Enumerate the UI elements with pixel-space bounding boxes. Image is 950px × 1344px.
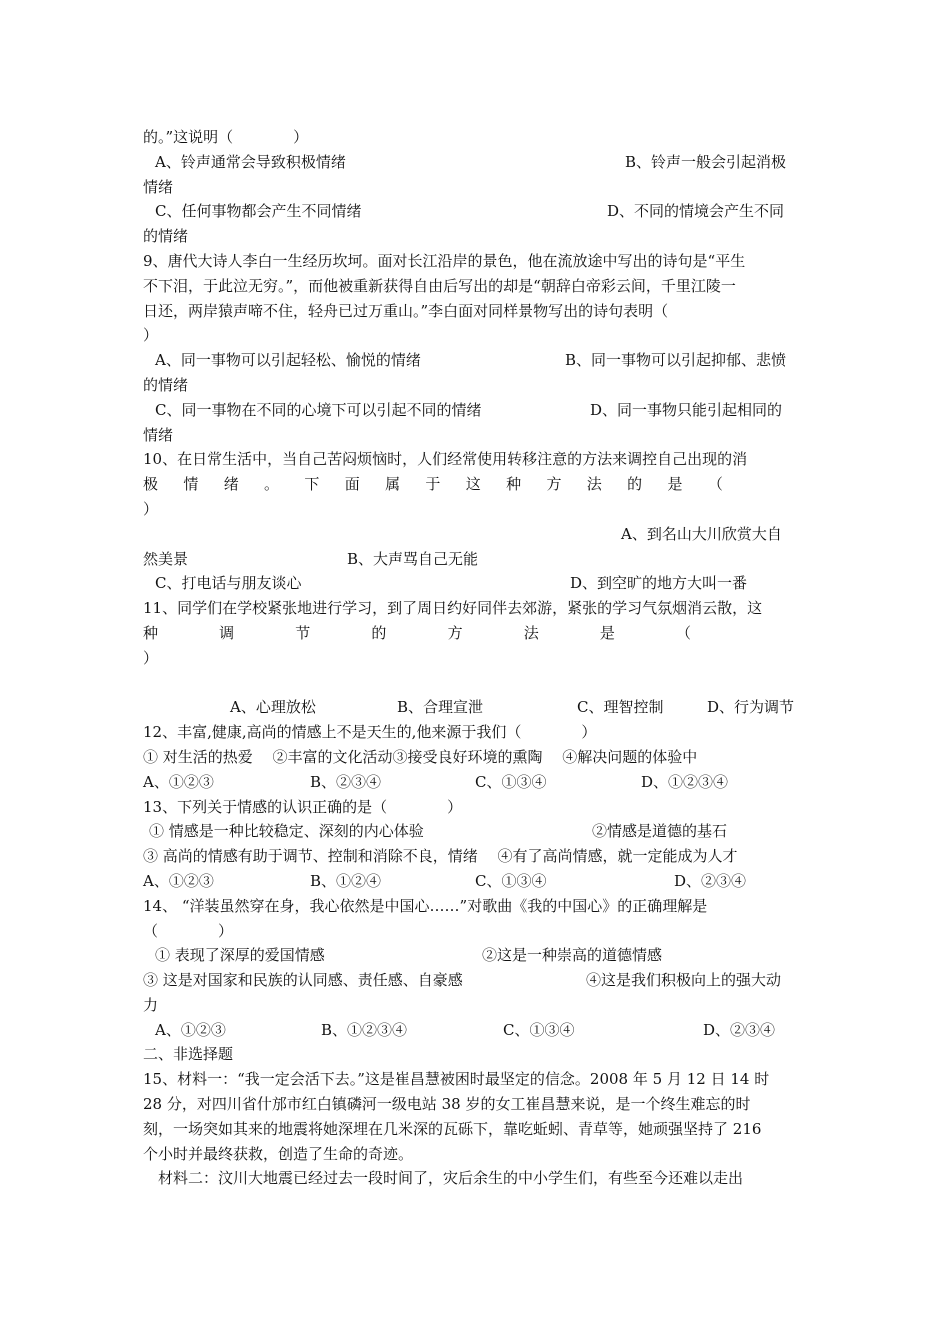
q15-material bbox=[143, 1067, 803, 1092]
q11-option-d: D、行为调节 bbox=[707, 698, 795, 717]
text: ②这是一种崇高的道德情感 bbox=[482, 946, 663, 965]
char: 下 bbox=[304, 475, 320, 494]
text: ③ 高尚的情感有助于调节、控制和消除不良，情绪 ④有了高尚情感，就一定能成为人才 bbox=[143, 847, 738, 866]
text: 15、材料一：“我一定会活下去。”这是崔昌慧被困时最坚定的信念。2008 年 5 月 12 日 14 时 bbox=[143, 1070, 770, 1089]
q15-material bbox=[143, 1142, 803, 1167]
q12-options bbox=[143, 770, 803, 795]
q13-option-d: D、②③④ bbox=[674, 871, 747, 890]
q14-options bbox=[143, 1018, 803, 1043]
text-line bbox=[143, 993, 803, 1018]
q10-option-a: A、到名山大川欣赏大自 bbox=[621, 524, 782, 543]
q12-option-a: A、①②③ bbox=[143, 772, 214, 791]
q15-material bbox=[143, 1092, 803, 1117]
q11-options bbox=[143, 695, 803, 720]
q9-option-b-cont: 的情绪 bbox=[143, 375, 189, 394]
text: 的。”这说明（ ） bbox=[143, 128, 309, 146]
q10-stem bbox=[143, 497, 803, 522]
text: ④这是我们积极向上的强大动 bbox=[586, 971, 782, 990]
text: 力 bbox=[143, 995, 159, 1014]
q8-option-d: D、不同的情境会产生不同 bbox=[607, 202, 785, 221]
q11-option-b: B、合理宣泄 bbox=[397, 698, 484, 717]
text: ②情感是道德的基石 bbox=[592, 822, 728, 841]
q11-stem bbox=[143, 646, 803, 671]
q12-option-c: C、①③④ bbox=[475, 772, 547, 791]
q11-option-a: A、心理放松 bbox=[230, 698, 316, 717]
q14-items bbox=[143, 943, 803, 968]
q14-option-a: A、①②③ bbox=[155, 1020, 226, 1039]
q9-option-d-cont: 情绪 bbox=[143, 425, 174, 444]
char: 种 bbox=[506, 475, 522, 494]
text: 13、下列关于情感的认识正确的是（ ） bbox=[143, 797, 463, 816]
q14-stem bbox=[143, 919, 803, 944]
text: 14、 “洋装虽然穿在身，我心依然是中国心……”对歌曲《我的中国心》的正确理解是 bbox=[143, 896, 708, 915]
q8-option-b-cont: 情绪 bbox=[143, 177, 174, 196]
char: 调 bbox=[219, 623, 235, 642]
char: 的 bbox=[371, 623, 387, 642]
q8-options-cd bbox=[143, 199, 803, 224]
char: 是 bbox=[667, 475, 683, 494]
q11-option-c: C、理智控制 bbox=[577, 698, 664, 717]
q8-options-ab bbox=[143, 150, 803, 175]
text: 12、丰富,健康,高尚的情感上不是天生的,他来源于我们（ ） bbox=[143, 723, 597, 742]
q9-stem bbox=[143, 249, 803, 274]
char: 种 bbox=[143, 623, 159, 642]
q12-items bbox=[143, 745, 803, 770]
q9-option-b: B、同一事物可以引起抑郁、悲愤 bbox=[565, 351, 787, 370]
q9-option-a: A、同一事物可以引起轻松、愉悦的情绪 bbox=[155, 351, 421, 370]
char: 这 bbox=[465, 475, 481, 494]
text: 日还，两岸猿声啼不住，轻舟已过万重山。”李白面对同样景物写出的诗句表明（ bbox=[143, 301, 669, 320]
text: 不下泪，于此泣无穷。”，而他被重新获得自由后写出的却是“朝辞白帝彩云间，千里江陵一 bbox=[143, 276, 736, 295]
q13-items bbox=[143, 819, 803, 844]
q9-stem bbox=[143, 299, 803, 324]
text: 刻，一场突如其来的地震将她深埋在几米深的瓦砾下，靠吃蚯蚓、青草等，她顽强坚持了 216 bbox=[143, 1119, 762, 1138]
document-page bbox=[143, 125, 803, 1191]
text: 28 分，对四川省什邡市红白镇磷河一级电站 38 岁的女工崔昌慧来说，是一个终生难忘的时 bbox=[143, 1095, 751, 1114]
text: 个小时并最终获救，创造了生命的奇迹。 bbox=[143, 1144, 414, 1163]
char: （ bbox=[675, 623, 691, 642]
text: ） bbox=[143, 326, 159, 345]
char: 法 bbox=[523, 623, 539, 642]
char: 绪 bbox=[223, 475, 239, 494]
q14-items bbox=[143, 968, 803, 993]
char: 。 bbox=[264, 475, 280, 494]
text: 10、在日常生活中，当自己苦闷烦恼时，人们经常使用转移注意的方法来调控自己出现的消 bbox=[143, 450, 748, 469]
text: ① 表现了深厚的爱国情感 bbox=[155, 946, 325, 965]
q10-options-cd bbox=[143, 571, 803, 596]
q8-option-a: A、铃声通常会导致积极情绪 bbox=[155, 152, 346, 171]
char: 于 bbox=[425, 475, 441, 494]
char: 方 bbox=[447, 623, 463, 642]
q10-option-c: C、打电话与朋友谈心 bbox=[155, 574, 302, 593]
q13-option-a: A、①②③ bbox=[143, 871, 214, 890]
text: ① 对生活的热爱 ②丰富的文化活动③接受良好环境的熏陶 ④解决问题的体验中 bbox=[143, 747, 698, 766]
char: 方 bbox=[546, 475, 562, 494]
q8-option-d-cont: 的情绪 bbox=[143, 227, 189, 246]
q9-stem bbox=[143, 274, 803, 299]
text: （ ） bbox=[143, 921, 234, 940]
char: 属 bbox=[385, 475, 401, 494]
q11-stem-justified bbox=[143, 621, 691, 646]
text: ① 情感是一种比较稳定、深刻的内心体验 bbox=[149, 822, 424, 841]
text: 11、同学们在学校紧张地进行学习，到了周日约好同伴去郊游，紧张的学习气氛烟消云散，这 bbox=[143, 599, 763, 618]
q10-option-a-line bbox=[143, 522, 803, 547]
text-line bbox=[143, 175, 803, 200]
q9-options-cd bbox=[143, 398, 803, 423]
q10-option-b: B、大声骂自己无能 bbox=[347, 549, 479, 568]
q10-option-a-cont: 然美景 bbox=[143, 549, 189, 568]
char: （ bbox=[707, 475, 723, 494]
q9-stem bbox=[143, 323, 803, 348]
text: 材料二：汶川大地震已经过去一段时间了，灾后余生的中小学生们，有些至今还难以走出 bbox=[143, 1169, 744, 1188]
q8-option-b: B、铃声一般会引起消极 bbox=[625, 152, 787, 171]
q13-items bbox=[143, 844, 803, 869]
text-line bbox=[143, 224, 803, 249]
text: ） bbox=[143, 499, 159, 518]
char: 极 bbox=[143, 475, 159, 494]
q15-material bbox=[143, 1166, 803, 1191]
q8-option-c: C、任何事物都会产生不同情绪 bbox=[155, 202, 362, 221]
text: 9、唐代大诗人李白一生经历坎坷。面对长江沿岸的景色，他在流放途中写出的诗句是“平生 bbox=[143, 251, 746, 270]
section-heading bbox=[143, 1042, 803, 1067]
q9-option-c: C、同一事物在不同的心境下可以引起不同的情绪 bbox=[155, 400, 482, 419]
char: 节 bbox=[295, 623, 311, 642]
q10-stem bbox=[143, 447, 803, 472]
text: 二、非选择题 bbox=[143, 1045, 234, 1064]
q13-option-b: B、①②④ bbox=[310, 871, 382, 890]
q15-material bbox=[143, 1117, 803, 1142]
q11-stem bbox=[143, 596, 803, 621]
char: 的 bbox=[627, 475, 643, 494]
text-line bbox=[143, 423, 803, 448]
q10-stem-justified bbox=[143, 472, 723, 497]
q9-options-ab bbox=[143, 348, 803, 373]
q12-option-b: B、②③④ bbox=[310, 772, 382, 791]
q12-stem bbox=[143, 720, 803, 745]
q14-option-d: D、②③④ bbox=[703, 1020, 776, 1039]
char: 法 bbox=[586, 475, 602, 494]
q14-option-c: C、①③④ bbox=[503, 1020, 575, 1039]
q13-stem bbox=[143, 795, 803, 820]
q14-stem bbox=[143, 894, 803, 919]
q9-option-d: D、同一事物只能引起相同的 bbox=[590, 400, 783, 419]
q13-options bbox=[143, 869, 803, 894]
char: 面 bbox=[344, 475, 360, 494]
q10-options-ab bbox=[143, 547, 803, 572]
text-line bbox=[143, 125, 803, 150]
blank-line bbox=[143, 671, 803, 696]
q12-option-d: D、①②③④ bbox=[641, 772, 729, 791]
text-line bbox=[143, 373, 803, 398]
q14-option-b: B、①②③④ bbox=[321, 1020, 408, 1039]
char: 情 bbox=[183, 475, 199, 494]
q10-option-d: D、到空旷的地方大叫一番 bbox=[570, 574, 748, 593]
q13-option-c: C、①③④ bbox=[475, 871, 547, 890]
text: ） bbox=[143, 648, 159, 667]
text: ③ 这是对国家和民族的认同感、责任感、自豪感 bbox=[143, 971, 463, 990]
char: 是 bbox=[599, 623, 615, 642]
